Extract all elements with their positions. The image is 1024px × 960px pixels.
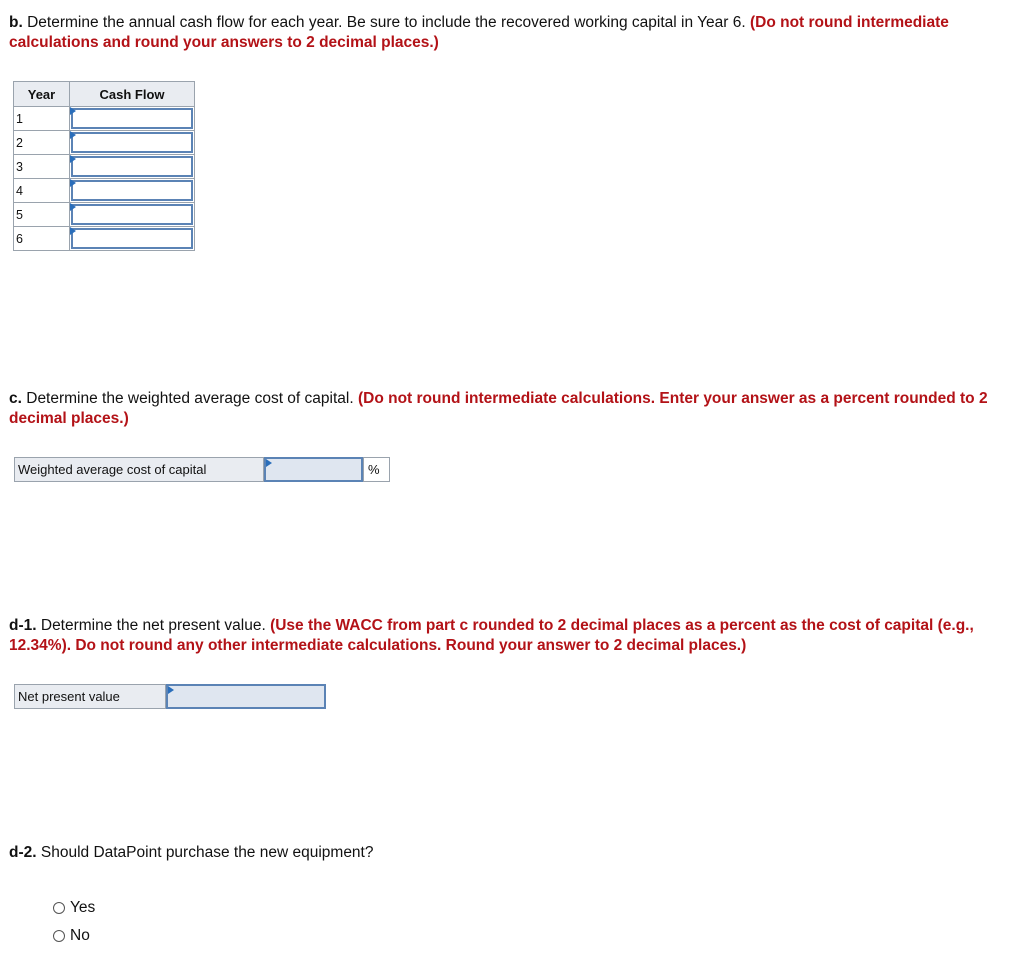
radio-no-label: No — [70, 927, 90, 944]
cash-flow-input-year-1[interactable] — [70, 107, 195, 131]
table-row — [14, 227, 195, 251]
question-d1-note: (Use the WACC from part c rounded to 2 decimal places as a percent as the cost of capital (e.g., 12.34%). Do not round any other intermediate calculations. Round your answer to 2 decimal places.) — [9, 617, 974, 654]
answer-marker-icon — [266, 459, 272, 467]
wacc-row — [14, 457, 390, 482]
answer-marker-icon — [70, 107, 76, 115]
year-cell: 2 — [14, 131, 70, 155]
answer-marker-icon — [70, 227, 76, 235]
year-cell: 5 — [14, 203, 70, 227]
table-row — [14, 131, 195, 155]
percent-unit: % — [363, 457, 390, 482]
table-row — [14, 107, 195, 131]
question-b-text: Determine the annual cash flow for each year. Be sure to include the recovered working capital in Year 6. — [22, 14, 750, 31]
answer-marker-icon — [70, 179, 76, 187]
question-d1-text: Determine the net present value. — [36, 617, 271, 634]
question-c — [9, 389, 1009, 429]
question-b — [9, 13, 1009, 53]
answer-marker-icon — [70, 203, 76, 211]
question-d1 — [9, 616, 1014, 656]
header-year: Year — [14, 82, 70, 107]
question-c-note: (Do not round intermediate calculations. Enter your answer as a percent rounded to 2 decimal places.) — [9, 390, 988, 427]
table-row — [14, 179, 195, 203]
year-cell: 6 — [14, 227, 70, 251]
header-cash-flow: Cash Flow — [70, 82, 195, 107]
radio-circle-icon[interactable] — [53, 902, 65, 914]
radio-no[interactable] — [53, 927, 90, 945]
cash-flow-table — [13, 81, 195, 251]
answer-marker-icon — [168, 686, 174, 694]
table-row — [14, 155, 195, 179]
cash-flow-input-year-4[interactable] — [70, 179, 195, 203]
wacc-input[interactable] — [264, 457, 363, 482]
question-d2-text: Should DataPoint purchase the new equipment? — [36, 844, 374, 861]
question-c-prefix: c. — [9, 390, 22, 407]
radio-circle-icon[interactable] — [53, 930, 65, 942]
npv-input[interactable] — [166, 684, 326, 709]
question-d1-prefix: d-1. — [9, 617, 37, 634]
npv-label: Net present value — [14, 684, 166, 709]
question-b-prefix: b. — [9, 14, 23, 31]
year-cell: 3 — [14, 155, 70, 179]
question-b-note: (Do not round intermediate calculations and round your answers to 2 decimal places.) — [9, 14, 949, 51]
question-d2 — [9, 843, 1009, 863]
year-cell: 4 — [14, 179, 70, 203]
npv-row — [14, 684, 326, 709]
radio-yes-label: Yes — [70, 899, 96, 916]
cash-flow-input-year-5[interactable] — [70, 203, 195, 227]
cash-flow-input-year-6[interactable] — [70, 227, 195, 251]
table-row — [14, 203, 195, 227]
answer-marker-icon — [70, 131, 76, 139]
question-d2-prefix: d-2. — [9, 844, 37, 861]
wacc-label: Weighted average cost of capital — [14, 457, 264, 482]
cash-flow-input-year-3[interactable] — [70, 155, 195, 179]
cash-flow-input-year-2[interactable] — [70, 131, 195, 155]
radio-yes[interactable] — [53, 899, 95, 917]
answer-marker-icon — [70, 155, 76, 163]
question-c-text: Determine the weighted average cost of capital. — [21, 390, 358, 407]
year-cell: 1 — [14, 107, 70, 131]
